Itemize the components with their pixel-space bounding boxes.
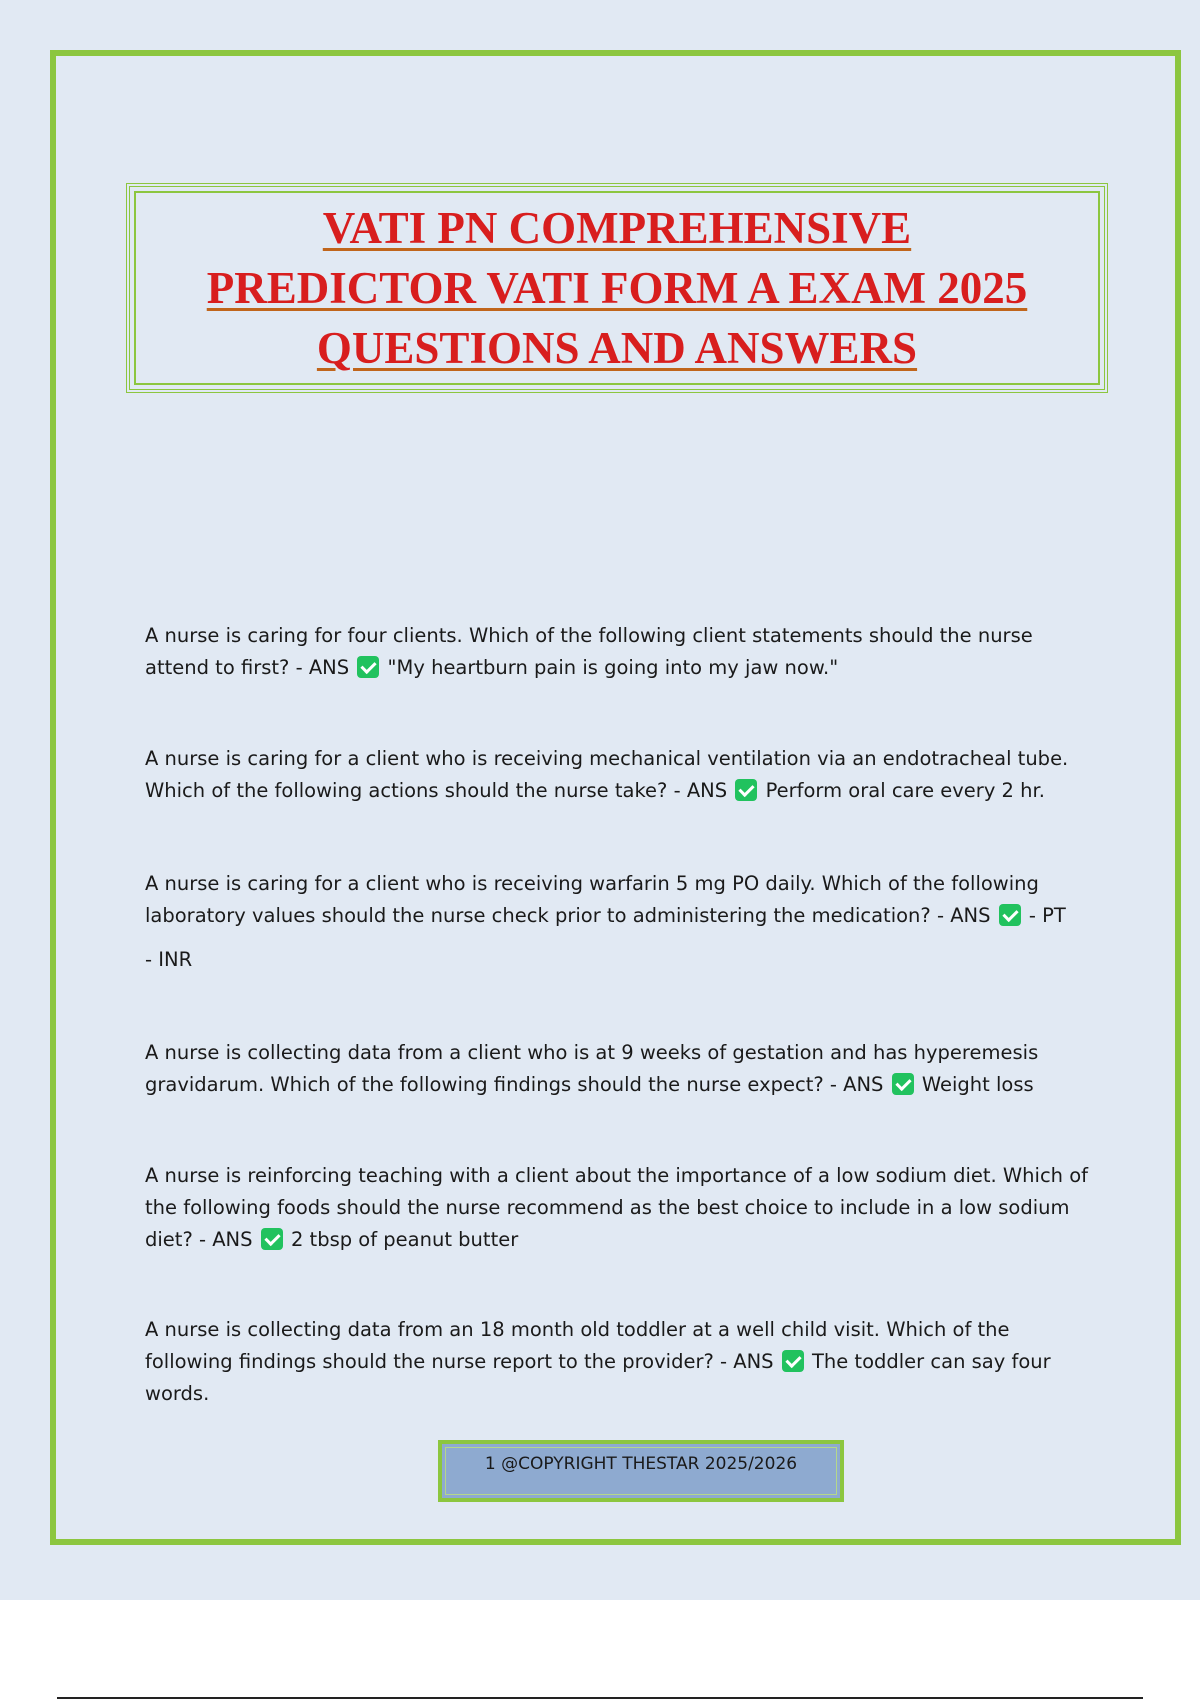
copyright-footer xyxy=(438,1440,844,1502)
answer-text: 2 tbsp of peanut butter xyxy=(290,1228,519,1251)
page-divider xyxy=(57,1697,1143,1699)
question-item xyxy=(145,620,1090,684)
answer-text: Perform oral care every 2 hr. xyxy=(765,779,1045,802)
question-text: A nurse is collecting data from an 18 month old toddler at a well child visit. Which of the following findings should the nurse report to the provider? - ANS xyxy=(145,1318,1010,1373)
copyright-text: 1 @COPYRIGHT THESTAR 2025/2026 xyxy=(484,1454,798,1474)
document-title xyxy=(207,198,1028,378)
question-item xyxy=(145,1037,1090,1101)
question-text: A nurse is reinforcing teaching with a client about the importance of a low sodium diet. Which of the following foods should the nurse recommend as the best choice to include in a low sodium diet? - ANS xyxy=(145,1164,1089,1251)
title-box xyxy=(126,183,1108,393)
question-text: A nurse is collecting data from a client who is at 9 weeks of gestation and has hyperemesis gravidarum. Which of the following findings should the nurse expect? - ANS xyxy=(145,1041,1039,1096)
check-mark-icon xyxy=(892,1073,914,1095)
question-text: A nurse is caring for a client who is receiving mechanical ventilation via an endotracheal tube. Which of the following actions should the nurse take? - ANS xyxy=(145,747,1069,802)
check-mark-icon xyxy=(261,1228,283,1250)
check-mark-icon xyxy=(357,656,379,678)
question-item xyxy=(145,1314,1090,1410)
answer-text: "My heartburn pain is going into my jaw now." xyxy=(387,656,839,679)
question-item xyxy=(145,743,1090,807)
check-mark-icon xyxy=(735,779,757,801)
answer-text: - PT xyxy=(1028,904,1066,927)
check-mark-icon xyxy=(782,1350,804,1372)
title-line: QUESTIONS AND ANSWERS xyxy=(316,323,918,373)
question-text: A nurse is caring for four clients. Which of the following client statements should the nurse attend to first? - ANS xyxy=(145,624,1033,679)
title-line: VATI PN COMPREHENSIVE xyxy=(322,203,912,253)
title-line: PREDICTOR VATI FORM A EXAM 2025 xyxy=(206,263,1028,313)
answer-text: - INR xyxy=(145,948,193,971)
question-item xyxy=(145,1160,1090,1256)
check-mark-icon xyxy=(999,904,1021,926)
answer-text: The toddler can say four words. xyxy=(145,1350,1051,1405)
question-text: A nurse is caring for a client who is receiving warfarin 5 mg PO daily. Which of the following laboratory values should the nurse check prior to administering the medication? - ANS xyxy=(145,872,1039,927)
question-item xyxy=(145,868,1090,976)
answer-text: Weight loss xyxy=(921,1073,1034,1096)
